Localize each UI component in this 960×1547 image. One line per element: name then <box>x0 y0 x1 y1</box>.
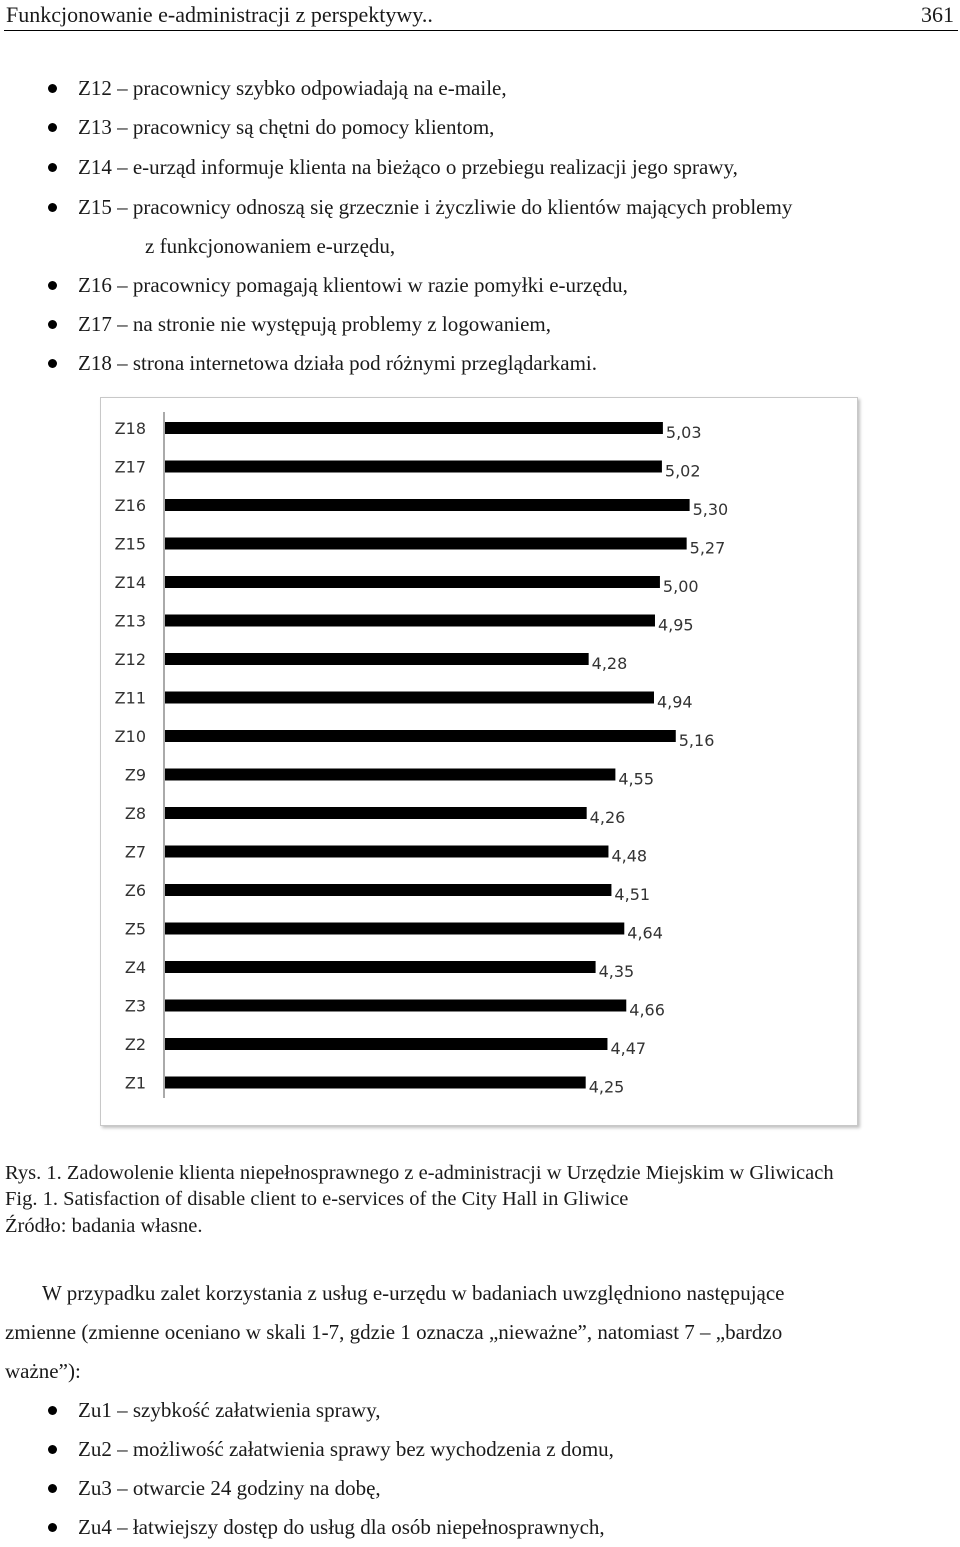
bar <box>165 422 663 434</box>
category-label: Z6 <box>124 881 146 900</box>
value-label: 5,00 <box>662 577 699 596</box>
bar <box>165 692 654 704</box>
value-label: 5,16 <box>678 731 715 750</box>
category-label: Z4 <box>124 958 146 977</box>
list-item: Z16 – pracownicy pomagają klientowi w razie pomyłki e-urzędu, <box>78 266 958 305</box>
paragraph-line: ważne”): <box>5 1359 81 1383</box>
category-label: Z1 <box>124 1073 146 1093</box>
category-label: Z10 <box>114 727 146 746</box>
bullet-icon <box>48 84 57 93</box>
value-label: 4,26 <box>589 808 626 827</box>
value-label: 4,48 <box>611 846 648 866</box>
category-label: Z8 <box>124 804 146 823</box>
list-item: Z18 – strona internetowa działa pod różnymi przeglądarkami. <box>78 344 958 383</box>
value-label: 5,30 <box>692 500 729 519</box>
value-label: 5,27 <box>689 538 726 558</box>
bullet-icon <box>48 281 57 290</box>
bar <box>165 538 687 550</box>
bullet-icon <box>48 163 57 172</box>
value-label: 4,66 <box>629 1000 665 1020</box>
category-label: Z2 <box>124 1035 146 1054</box>
value-label: 4,25 <box>588 1077 625 1097</box>
bullet-icon <box>48 1445 57 1454</box>
value-label: 4,64 <box>627 923 663 943</box>
running-title: Funkcjonowanie e-administracji z perspektywy.. <box>6 2 433 27</box>
category-label: Z11 <box>114 688 146 708</box>
value-label: 4,47 <box>610 1039 647 1058</box>
category-label: Z14 <box>114 573 146 592</box>
category-label: Z12 <box>114 650 146 669</box>
list-item: Z13 – pracownicy są chętni do pomocy klientom, <box>78 108 958 147</box>
bar <box>165 807 587 819</box>
bullet-icon <box>48 1523 57 1532</box>
bar <box>165 769 615 781</box>
list-item: Z17 – na stronie nie występują problemy z logowaniem, <box>78 305 958 344</box>
value-label: 4,51 <box>614 885 651 904</box>
bar <box>165 461 662 473</box>
category-label: Z9 <box>124 765 146 785</box>
list-item: Z14 – e-urząd informuje klienta na bieżąco o przebiegu realizacji jego sprawy, <box>78 148 958 187</box>
category-label: Z17 <box>114 457 146 477</box>
bullet-icon <box>48 320 57 329</box>
category-label: Z3 <box>124 996 146 1016</box>
list-item: Zu2 – możliwość załatwienia sprawy bez wychodzenia z domu, <box>78 1430 958 1469</box>
category-label: Z18 <box>114 419 146 438</box>
bullet-icon <box>48 123 57 132</box>
list-item: Zu4 – łatwiejszy dostęp do usług dla osób niepełnosprawnych, <box>78 1508 958 1547</box>
satisfaction-chart <box>100 397 858 1126</box>
bar <box>165 576 660 588</box>
bar <box>165 846 608 858</box>
figure-caption-pl: Rys. 1. Zadowolenie klienta niepełnosprawnego z e-administracji w Urzędzie Miejskim w Gliwicach <box>5 1162 834 1184</box>
bar <box>165 923 624 935</box>
value-label: 4,95 <box>657 615 694 635</box>
list-item-continuation: z funkcjonowaniem e-urzędu, <box>145 234 396 258</box>
bar <box>165 499 690 511</box>
value-label: 5,03 <box>665 423 702 442</box>
page-header <box>4 0 958 31</box>
list-item: Z15 – pracownicy odnoszą się grzecznie i życzliwie do klientów mających problemy <box>78 188 958 227</box>
bar <box>165 730 676 742</box>
bullet-icon <box>48 203 57 212</box>
value-label: 5,02 <box>664 461 701 481</box>
bullet-icon <box>48 359 57 368</box>
bullet-icon <box>48 1406 57 1415</box>
category-label: Z13 <box>114 611 146 631</box>
value-label: 4,94 <box>656 692 693 712</box>
list-item: Zu3 – otwarcie 24 godziny na dobę, <box>78 1469 958 1508</box>
category-label: Z16 <box>114 496 146 515</box>
value-label: 4,55 <box>618 769 655 789</box>
bar <box>165 1077 586 1089</box>
value-label: 4,35 <box>598 962 635 981</box>
bar <box>165 884 611 896</box>
paragraph-line: W przypadku zalet korzystania z usług e-urzędu w badaniach uwzględniono następujące <box>42 1281 785 1305</box>
bar <box>165 961 596 973</box>
bar-chart-svg <box>101 398 857 1125</box>
bullet-icon <box>48 1484 57 1493</box>
figure-caption-en: Fig. 1. Satisfaction of disable client to e-services of the City Hall in Gliwice <box>5 1188 629 1210</box>
category-label: Z5 <box>124 919 146 939</box>
list-item: Z12 – pracownicy szybko odpowiadają na e-maile, <box>78 69 958 108</box>
list-item: Zu1 – szybkość załatwienia sprawy, <box>78 1391 958 1430</box>
figure-source: Źródło: badania własne. <box>5 1215 203 1237</box>
category-label: Z15 <box>114 534 146 554</box>
page-number: 361 <box>921 2 954 27</box>
bar <box>165 1000 626 1012</box>
bar <box>165 1038 607 1050</box>
value-label: 4,28 <box>591 654 628 673</box>
paragraph-line: zmienne (zmienne oceniano w skali 1-7, gdzie 1 oznacza „nieważne”, natomiast 7 – „bardzo <box>5 1320 783 1344</box>
bar <box>165 653 589 665</box>
category-label: Z7 <box>124 842 146 862</box>
bar <box>165 615 655 627</box>
